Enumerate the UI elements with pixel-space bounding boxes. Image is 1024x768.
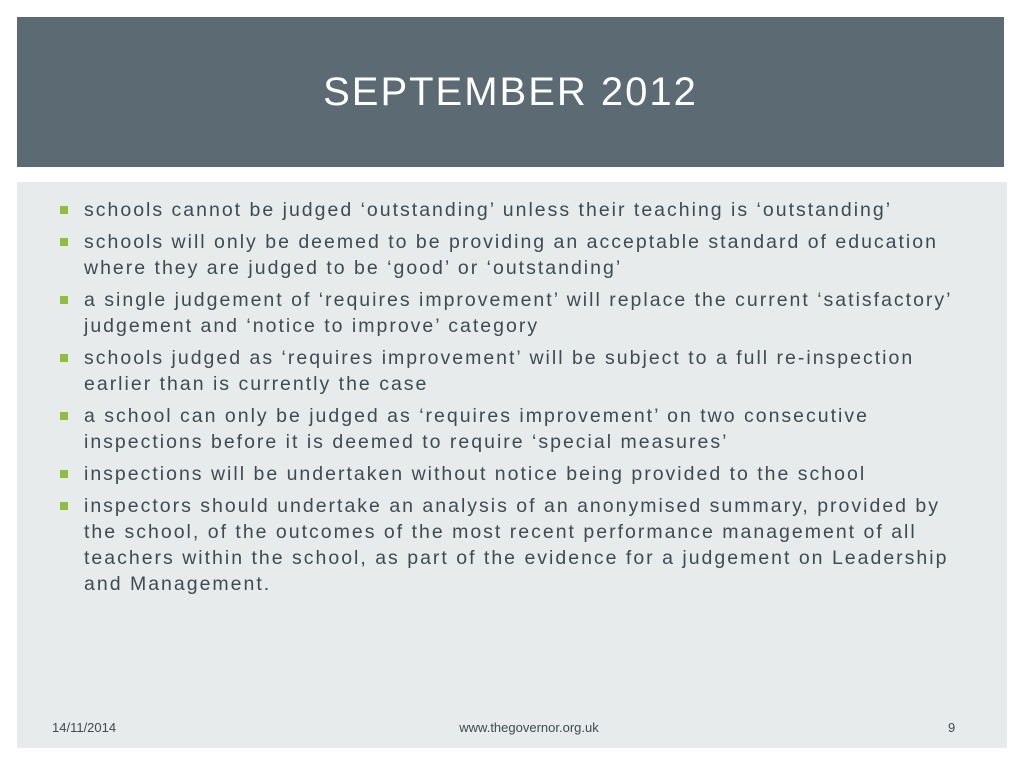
footer-page-number: 9 — [948, 720, 956, 735]
bullet-item — [60, 197, 960, 223]
square-bullet-icon — [60, 296, 68, 304]
bullet-item — [60, 229, 960, 281]
square-bullet-icon — [60, 206, 68, 214]
content-panel — [17, 182, 1007, 748]
bullet-item — [60, 287, 960, 339]
bullet-list — [60, 197, 960, 603]
footer-url: www.thegovernor.org.uk — [459, 720, 599, 735]
bullet-text: inspections will be undertaken without notice being provided to the school — [84, 463, 867, 485]
bullet-text: a single judgement of ‘requires improvement’ will replace the current ‘satisfactory’ judgement and ‘notice to improve’ category — [84, 289, 952, 337]
bullet-item — [60, 403, 960, 455]
bullet-text: schools judged as ‘requires improvement’ will be subject to a full re-inspection earlier than is currently the case — [84, 347, 915, 395]
bullet-text: schools cannot be judged ‘outstanding’ unless their teaching is ‘outstanding’ — [84, 199, 893, 221]
square-bullet-icon — [60, 412, 68, 420]
square-bullet-icon — [60, 502, 68, 510]
slide-title: SEPTEMBER 2012 — [323, 69, 698, 114]
bullet-text: a school can only be judged as ‘requires improvement’ on two consecutive inspections before it is deemed to require ‘special measures’ — [84, 405, 869, 453]
square-bullet-icon — [60, 354, 68, 362]
bullet-item — [60, 461, 960, 487]
bullet-item — [60, 493, 960, 597]
square-bullet-icon — [60, 470, 68, 478]
title-band — [17, 17, 1004, 167]
bullet-item — [60, 345, 960, 397]
footer-date: 14/11/2014 — [52, 720, 117, 735]
bullet-text: schools will only be deemed to be providing an acceptable standard of education where they are judged to be ‘good’ or ‘outstanding’ — [84, 231, 938, 279]
bullet-text: inspectors should undertake an analysis of an anonymised summary, provided by the school, of the outcomes of the most recent performance management of all teachers within the school, as part of the evidence for a judgement on Leadership and Management. — [84, 495, 949, 595]
square-bullet-icon — [60, 238, 68, 246]
